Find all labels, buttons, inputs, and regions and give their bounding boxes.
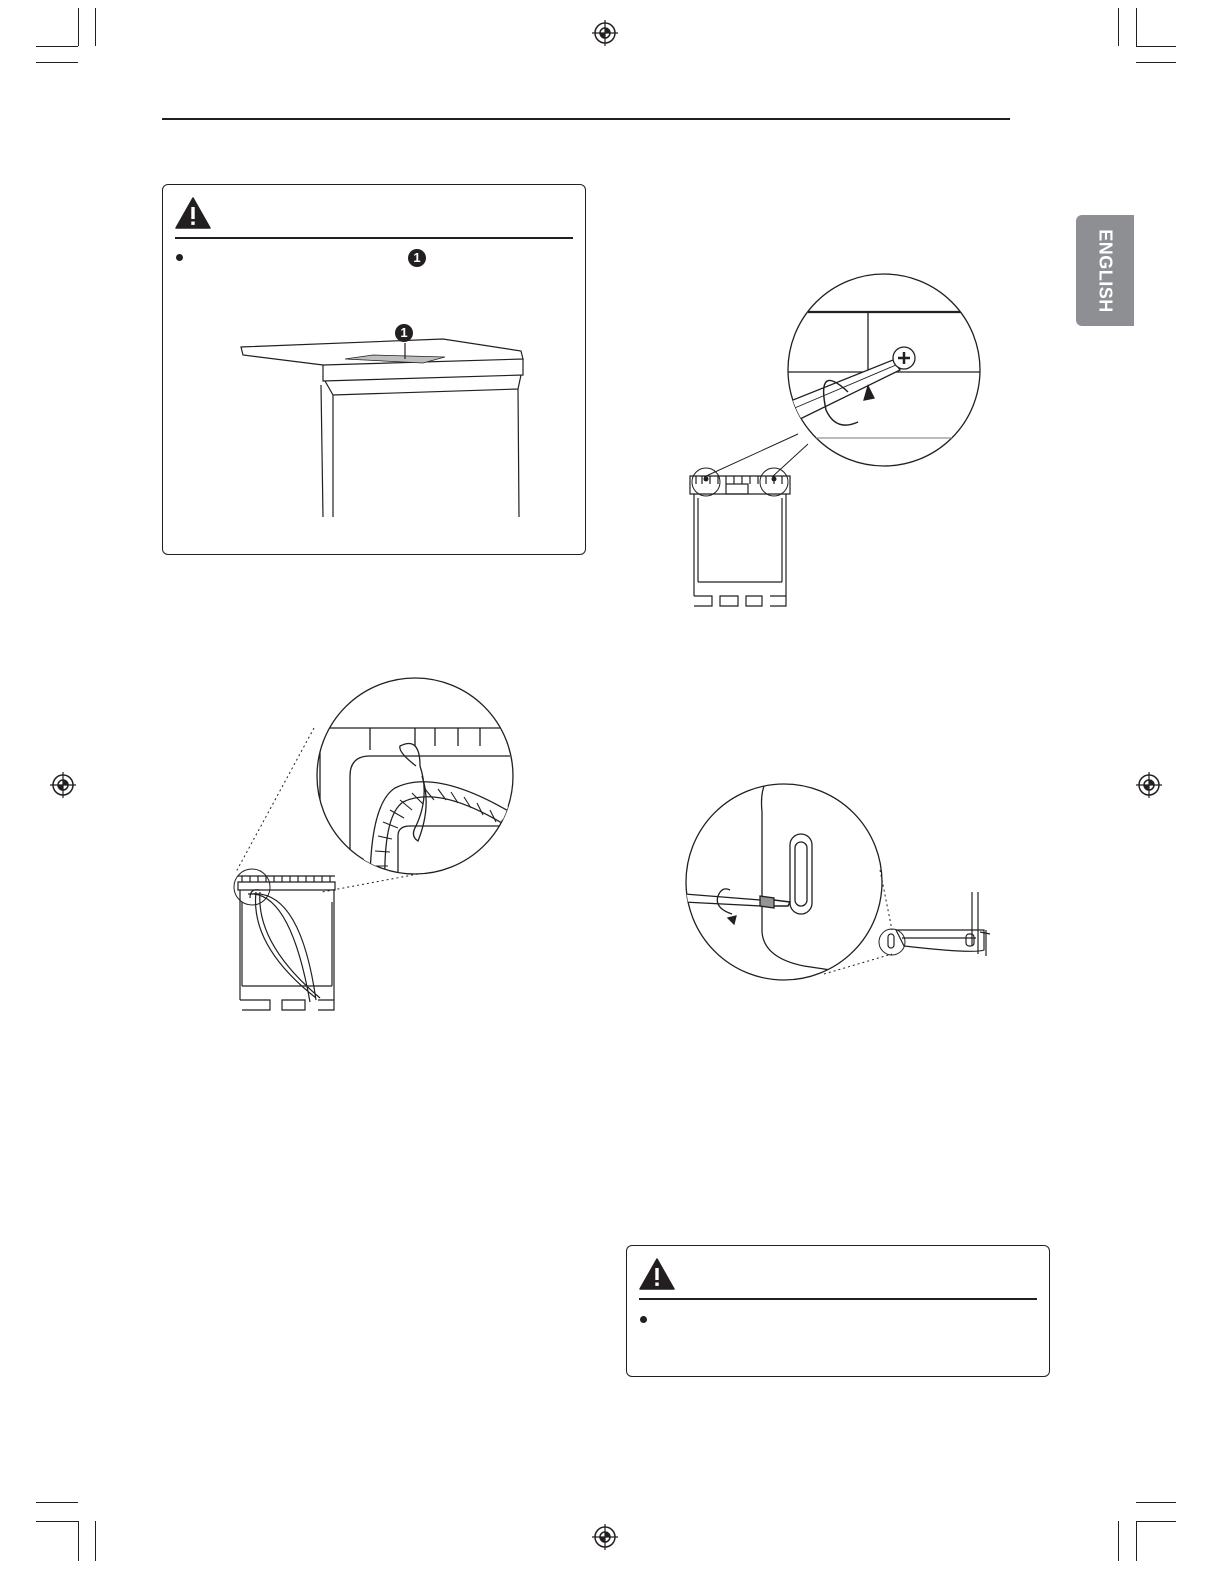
language-tab [1076, 215, 1134, 326]
warning-box-top [162, 184, 586, 555]
warning-divider [639, 1298, 1037, 1300]
dishwasher-top-illustration [233, 315, 533, 525]
crop-mark [95, 8, 96, 46]
top-screws-illustration [688, 272, 988, 612]
crop-mark [36, 62, 78, 63]
crop-mark [1136, 46, 1176, 47]
crop-mark [1136, 1521, 1137, 1561]
crop-mark [1136, 1502, 1176, 1503]
warning-divider [175, 237, 573, 239]
warning-triangle-icon [175, 197, 211, 229]
callout-number-badge: 1 [408, 249, 426, 267]
registration-mark-icon [1136, 772, 1162, 798]
crop-mark [1118, 1521, 1119, 1561]
side-bracket-illustration [684, 782, 1004, 986]
registration-mark-icon [50, 772, 76, 798]
crop-mark [36, 1502, 78, 1503]
crop-mark [1136, 1521, 1176, 1522]
warning-triangle-icon [639, 1258, 675, 1290]
crop-mark [1136, 62, 1176, 63]
figure-callout-badge: 1 [395, 324, 413, 342]
warning-box-bottom [626, 1245, 1050, 1377]
crop-mark [36, 46, 78, 47]
hose-tie-illustration [220, 676, 520, 1016]
bullet-icon [176, 254, 183, 261]
registration-mark-icon [592, 1524, 618, 1550]
header-rule [162, 118, 1010, 120]
crop-mark [95, 1521, 96, 1561]
crop-mark [1118, 8, 1119, 46]
crop-mark [1136, 8, 1137, 46]
crop-mark [78, 8, 79, 46]
crop-mark [78, 1521, 79, 1561]
registration-mark-icon [592, 20, 618, 46]
language-tab-label: ENGLISH [1095, 228, 1116, 313]
crop-mark [36, 1521, 78, 1522]
bullet-icon [640, 1316, 647, 1323]
